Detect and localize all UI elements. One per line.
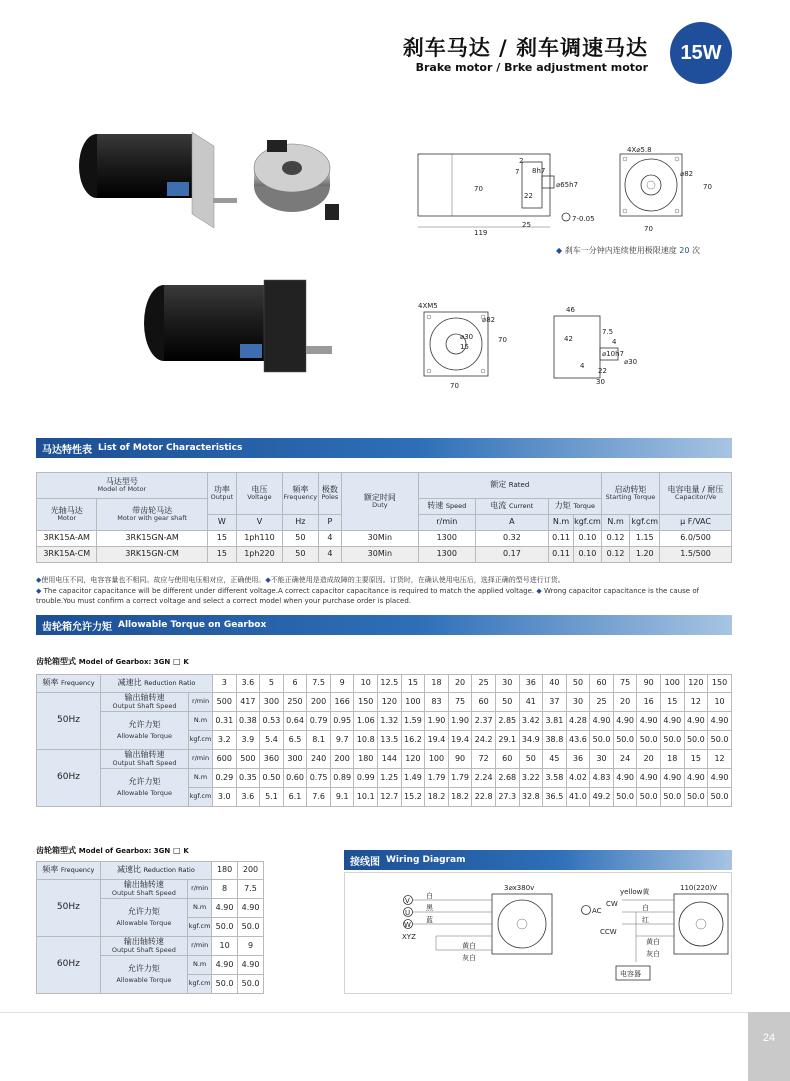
torque-kgf-cell: 50.0: [613, 731, 637, 750]
torque-nm-cell: 0.38: [236, 712, 260, 731]
dimension-drawing-top: [412, 142, 737, 262]
section-header-wiring: 接线图 Wiring Diagram: [344, 850, 732, 870]
speed-cell: 166: [330, 693, 354, 712]
dim-22: 22: [524, 192, 533, 200]
torque-kgf-cell: 6.5: [283, 731, 307, 750]
dim-82-top: ⌀82: [680, 170, 694, 178]
unit-kgf: kgf.cm: [188, 918, 212, 937]
torque-kgf-cell: 5.1: [260, 788, 284, 807]
speed-cell: 10: [212, 937, 238, 956]
u-start-nm: N.m: [601, 515, 630, 531]
speed-cell: 36: [566, 750, 590, 769]
torque-nm-cell: 4.28: [566, 712, 590, 731]
h-poles: 极数 Poles: [318, 473, 341, 515]
torque-nm-cell: 3.42: [519, 712, 543, 731]
torque-kgf-cell: 36.5: [543, 788, 567, 807]
ratio-cell: 200: [238, 862, 264, 880]
ratio-cell: 25: [472, 675, 496, 693]
unit-kgf: kgf.cm: [188, 975, 212, 994]
speed-cell: 417: [236, 693, 260, 712]
speed-cell: 300: [283, 750, 307, 769]
speed-cell: 24: [613, 750, 637, 769]
u-speed: r/min: [418, 515, 475, 531]
torque-nm-cell: 0.64: [283, 712, 307, 731]
dimension-drawing-bottom: [410, 298, 640, 390]
footer-rule: [0, 1012, 748, 1013]
ratio-cell: 50: [566, 675, 590, 693]
ratio-cell: 20: [448, 675, 472, 693]
speed-cell: 60: [495, 750, 519, 769]
label-3phase: 3⌀x380v: [504, 884, 535, 892]
freq-hz50: 50Hz: [37, 880, 101, 937]
speed-cell: 18: [660, 750, 684, 769]
ratio-cell: 10: [354, 675, 378, 693]
unit-rmin: r/min: [188, 937, 212, 956]
torque-kgf-cell: 50.0: [212, 918, 238, 937]
dim-30-front: ⌀30: [460, 333, 474, 341]
speed-cell: 72: [472, 750, 496, 769]
ratio-cell: 3: [213, 675, 237, 693]
torque-nm-cell: 0.89: [330, 769, 354, 788]
torque-kgf-cell: 29.1: [495, 731, 519, 750]
unit-nm: N.m: [189, 769, 213, 788]
u-cap: μ F/VAC: [660, 515, 732, 531]
dim-holes-bottom: 4XM5: [418, 302, 438, 310]
torque-kgf-cell: 10.1: [354, 788, 378, 807]
wire-yellow: yellow黄: [620, 888, 650, 896]
torque-nm-cell: 1.59: [401, 712, 425, 731]
torque-kgf-cell: 41.0: [566, 788, 590, 807]
speed-cell: 12: [708, 750, 732, 769]
torque-kgf-cell: 50.0: [708, 788, 732, 807]
wiring-diagram: [344, 872, 732, 994]
torque-nm-cell: 4.90: [613, 712, 637, 731]
ratio-cell: 18: [425, 675, 449, 693]
speed-cell: 30: [566, 693, 590, 712]
page-number-tab: [748, 1012, 790, 1081]
speed-cell: 16: [637, 693, 661, 712]
wire-black-3ph: 黑: [426, 904, 433, 912]
torque-kgf-cell: 32.8: [519, 788, 543, 807]
torque-nm-cell: 1.90: [448, 712, 472, 731]
wire-blue-3ph: 蓝: [426, 916, 433, 924]
speed-cell: 45: [543, 750, 567, 769]
label-output-speed: 输出轴转速 Output Shaft Speed: [100, 880, 187, 899]
torque-nm-cell: 0.35: [236, 769, 260, 788]
u-start-kgf: kgf.cm: [630, 515, 660, 531]
torque-kgf-cell: 50.0: [684, 731, 708, 750]
dim-2: 2: [519, 157, 524, 165]
torque-kgf-cell: 43.6: [566, 731, 590, 750]
label-output-speed: 输出轴转速 Output Shaft Speed: [101, 750, 189, 769]
product-photos: [72, 118, 392, 393]
h-frequency: 频率 Frequency: [37, 675, 101, 693]
speed-cell: 10: [708, 693, 732, 712]
h-frequency: 频率 Frequency: [282, 473, 318, 515]
speed-cell: 30: [590, 750, 614, 769]
torque-nm-cell: 4.90: [238, 956, 264, 975]
speed-cell: 20: [613, 693, 637, 712]
page-subtitle: Brake motor / Brke adjustment motor: [415, 61, 648, 74]
torque-kgf-cell: 16.2: [401, 731, 425, 750]
freq-hz50: 50Hz: [37, 693, 101, 750]
label-allowable-torque: 允许力矩 Allowable Torque: [101, 769, 189, 807]
speed-cell: 7.5: [238, 880, 264, 899]
torque-nm-cell: 1.32: [378, 712, 402, 731]
torque-nm-cell: 4.90: [637, 712, 661, 731]
speed-cell: 200: [330, 750, 354, 769]
terminal-v: V: [405, 897, 410, 905]
torque-nm-cell: 4.90: [613, 769, 637, 788]
speed-cell: 100: [425, 750, 449, 769]
torque-kgf-cell: 50.0: [660, 788, 684, 807]
torque-kgf-cell: 22.8: [472, 788, 496, 807]
ratio-cell: 30: [495, 675, 519, 693]
speed-cell: 75: [448, 693, 472, 712]
torque-kgf-cell: 50.0: [212, 975, 238, 994]
torque-nm-cell: 4.90: [708, 769, 732, 788]
unit-rmin: r/min: [189, 693, 213, 712]
speed-cell: 90: [448, 750, 472, 769]
ratio-cell: 180: [212, 862, 238, 880]
h-capacitor: 电容电量 / 耐压 Capacitor/Ve: [660, 473, 732, 515]
speed-cell: 60: [472, 693, 496, 712]
table-row: 3RK15A-CM 3RK15GN-CM 15 1ph220 50 4 30Min 1300 0.17 0.11 0.10 0.12 1.20 1.5/500: [37, 547, 732, 563]
wire-graywhite-1ph: 灰白: [646, 950, 660, 958]
torque-nm-cell: 1.90: [425, 712, 449, 731]
torque-kgf-cell: 50.0: [637, 788, 661, 807]
switch-cw: CW: [606, 900, 618, 908]
torque-nm-cell: 1.79: [448, 769, 472, 788]
dim-70-side: 70: [474, 185, 483, 193]
torque-kgf-cell: 3.0: [213, 788, 237, 807]
torque-nm-cell: 3.81: [543, 712, 567, 731]
speed-cell: 9: [238, 937, 264, 956]
unit-kgf: kgf.cm: [189, 788, 213, 807]
ratio-cell: 150: [708, 675, 732, 693]
speed-cell: 144: [378, 750, 402, 769]
dim-7-5: 7.5: [602, 328, 614, 336]
h-motor: 光轴马达 Motor: [37, 499, 97, 531]
torque-nm-cell: 4.90: [660, 712, 684, 731]
h-speed: 转速 Speed: [418, 499, 475, 515]
label-allowable-torque: 允许力矩 Allowable Torque: [101, 712, 189, 750]
dim-30a: ⌀30: [624, 358, 638, 366]
label-allowable-torque: 允许力矩 Allowable Torque: [100, 956, 187, 994]
torque-nm-cell: 4.90: [660, 769, 684, 788]
dim-70-top-right: 70: [703, 183, 712, 191]
torque-nm-cell: 2.24: [472, 769, 496, 788]
torque-nm-cell: 1.49: [401, 769, 425, 788]
h-reduction-ratio: 减速比 Reduction Ratio: [101, 675, 213, 693]
torque-nm-cell: 1.25: [378, 769, 402, 788]
torque-nm-cell: 0.29: [213, 769, 237, 788]
terminal-u: U: [405, 909, 411, 917]
ratio-cell: 6: [283, 675, 307, 693]
h-reduction-ratio: 减速比 Reduction Ratio: [100, 862, 211, 880]
torque-kgf-cell: 49.2: [590, 788, 614, 807]
h-rated: 额定 Rated: [418, 473, 601, 499]
torque-nm-cell: 0.31: [213, 712, 237, 731]
h-voltage: 电压 Voltage: [236, 473, 282, 515]
torque-nm-cell: 1.06: [354, 712, 378, 731]
speed-cell: 50: [519, 750, 543, 769]
h-current: 电流 Current: [475, 499, 548, 515]
torque-kgf-cell: 5.4: [260, 731, 284, 750]
speed-cell: 500: [213, 693, 237, 712]
torque-nm-cell: 0.95: [330, 712, 354, 731]
switch-ccw: CCW: [600, 928, 617, 936]
dim-46: 46: [566, 306, 575, 314]
speed-cell: 250: [283, 693, 307, 712]
h-model: 马达型号 Model of Motor: [37, 473, 208, 499]
ratio-cell: 36: [519, 675, 543, 693]
speed-cell: 500: [236, 750, 260, 769]
torque-kgf-cell: 50.0: [708, 731, 732, 750]
brake-motor-image: [79, 132, 237, 228]
speed-cell: 300: [260, 693, 284, 712]
torque-kgf-cell: 50.0: [684, 788, 708, 807]
torque-kgf-cell: 9.1: [330, 788, 354, 807]
ratio-cell: 7.5: [307, 675, 331, 693]
torque-nm-cell: 1.79: [425, 769, 449, 788]
h-duty: 额定时间 Duty: [341, 473, 418, 531]
speed-cell: 180: [354, 750, 378, 769]
dim-25: 25: [522, 221, 531, 229]
torque-nm-cell: 4.90: [684, 769, 708, 788]
freq-hz60: 60Hz: [37, 937, 101, 994]
torque-nm-cell: 4.90: [708, 712, 732, 731]
torque-kgf-cell: 27.3: [495, 788, 519, 807]
terminal-xyz: XYZ: [402, 933, 416, 941]
u-kgf: kgf.cm: [574, 515, 602, 531]
wire-red-1ph: 红: [642, 916, 649, 924]
dim-4b: 4: [580, 362, 585, 370]
speed-cell: 37: [543, 693, 567, 712]
power-badge: 15W: [670, 22, 732, 84]
unit-nm: N.m: [188, 956, 212, 975]
torque-nm-cell: 4.90: [590, 712, 614, 731]
ratio-cell: 100: [660, 675, 684, 693]
ratio-cell: 90: [637, 675, 661, 693]
brake-unit-image: [254, 140, 339, 220]
wire-white-3ph: 白: [426, 892, 433, 900]
torque-nm-cell: 0.75: [307, 769, 331, 788]
torque-nm-cell: 4.90: [238, 899, 264, 918]
torque-kgf-cell: 50.0: [590, 731, 614, 750]
torque-kgf-cell: 13.5: [378, 731, 402, 750]
h-gear-motor: 带齿轮马达 Motor with gear shaft: [97, 499, 207, 531]
torque-kgf-cell: 38.8: [543, 731, 567, 750]
torque-kgf-cell: 19.4: [425, 731, 449, 750]
torque-nm-cell: 2.85: [495, 712, 519, 731]
ratio-cell: 3.6: [236, 675, 260, 693]
u-voltage: V: [236, 515, 282, 531]
u-poles: P: [318, 515, 341, 531]
dim-82-bottom: ⌀82: [482, 316, 496, 324]
torque-kgf-cell: 3.6: [236, 788, 260, 807]
torque-nm-cell: 4.90: [212, 956, 238, 975]
ratio-cell: 5: [260, 675, 284, 693]
torque-kgf-cell: 6.1: [283, 788, 307, 807]
unit-nm: N.m: [188, 899, 212, 918]
wire-yellowwhite-3ph: 黄白: [462, 942, 476, 950]
h-frequency: 频率 Frequency: [37, 862, 101, 880]
table-row: 3RK15A-AM 3RK15GN-AM 15 1ph110 50 4 30Min 1300 0.32 0.11 0.10 0.12 1.15 6.0/500: [37, 531, 732, 547]
speed-cell: 120: [401, 750, 425, 769]
torque-nm-cell: 3.58: [543, 769, 567, 788]
speed-cell: 50: [495, 693, 519, 712]
torque-kgf-cell: 12.7: [378, 788, 402, 807]
brake-note: ◆ 刹车一分钟内连续使用极限速度 20 次: [556, 246, 700, 255]
torque-nm-cell: 4.90: [212, 899, 238, 918]
dim-7-005: 7-0.05: [572, 215, 595, 223]
speed-cell: 240: [307, 750, 331, 769]
wire-yellowwhite-1ph: 黄白: [646, 938, 660, 946]
capacitor-note: ◆使用电压不同，电容容量也不相同。故应与使用电压相对应，正确使用。◆不能正确使用是造成故障的主要原因。订货时，在确认使用电压后，选择正确的型号进行订货。 ◆ The capacitor capacitance will be different under different voltage.A correct capacitor capacitance is required to match the applied voltage. ◆ Wrong capacitor capacitance is the cause of trouble.You must confirm a correct voltage and select a correct model when your purchase order is placed.: [36, 576, 700, 605]
torque-kgf-cell: 3.2: [213, 731, 237, 750]
dim-30b: 30: [596, 378, 605, 386]
section-header-motor: 马达特性表 List of Motor Characteristics: [36, 438, 732, 458]
label-output-speed: 输出轴转速 Output Shaft Speed: [100, 937, 187, 956]
ratio-cell: 9: [330, 675, 354, 693]
dim-119: 119: [474, 229, 488, 237]
gear-motor-image: [144, 280, 332, 372]
u-freq: Hz: [282, 515, 318, 531]
dim-70-bottom-bottom: 70: [450, 382, 459, 390]
dim-8h7: 8h7: [532, 167, 546, 175]
speed-cell: 20: [637, 750, 661, 769]
gearbox-torque-table-2: [36, 861, 264, 994]
torque-kgf-cell: 50.0: [637, 731, 661, 750]
torque-nm-cell: 0.60: [283, 769, 307, 788]
speed-cell: 15: [684, 750, 708, 769]
h-torque: 力矩 Torque: [549, 499, 602, 515]
torque-kgf-cell: 15.2: [401, 788, 425, 807]
torque-kgf-cell: 10.8: [354, 731, 378, 750]
torque-kgf-cell: 19.4: [448, 731, 472, 750]
torque-nm-cell: 4.90: [684, 712, 708, 731]
gearbox-model-title-1: 齿轮箱型式 Model of Gearbox: 3GN □ K: [36, 657, 189, 666]
terminal-w: W: [404, 921, 411, 929]
speed-cell: 83: [425, 693, 449, 712]
page-title: 刹车马达 / 刹车调速马达: [402, 36, 648, 60]
torque-kgf-cell: 7.6: [307, 788, 331, 807]
speed-cell: 150: [354, 693, 378, 712]
dim-42: 42: [564, 335, 573, 343]
speed-cell: 25: [590, 693, 614, 712]
capacitor-box: 电容器: [620, 970, 641, 978]
speed-cell: 600: [213, 750, 237, 769]
label-1phase: 110(220)V: [680, 884, 717, 892]
ratio-cell: 15: [401, 675, 425, 693]
wire-graywhite-3ph: 灰白: [462, 954, 476, 962]
ratio-cell: 75: [613, 675, 637, 693]
torque-nm-cell: 0.53: [260, 712, 284, 731]
torque-kgf-cell: 8.1: [307, 731, 331, 750]
h-output: 功率 Output: [207, 473, 236, 515]
speed-cell: 120: [378, 693, 402, 712]
torque-nm-cell: 4.02: [566, 769, 590, 788]
dim-65h7: ⌀65h7: [556, 181, 579, 189]
label-output-speed: 输出轴转速 Output Shaft Speed: [101, 693, 189, 712]
dim-10h7: ⌀10h7: [602, 350, 625, 358]
h-starting-torque: 启动转矩 Starting Torque: [601, 473, 659, 515]
torque-nm-cell: 2.37: [472, 712, 496, 731]
torque-kgf-cell: 9.7: [330, 731, 354, 750]
torque-kgf-cell: 3.9: [236, 731, 260, 750]
torque-nm-cell: 4.90: [637, 769, 661, 788]
dim-15: 15: [460, 343, 469, 351]
gearbox-torque-table-1: [36, 674, 732, 807]
label-allowable-torque: 允许力矩 Allowable Torque: [100, 899, 187, 937]
u-nm: N.m: [549, 515, 574, 531]
torque-kgf-cell: 50.0: [238, 918, 264, 937]
u-output: W: [207, 515, 236, 531]
torque-kgf-cell: 50.0: [660, 731, 684, 750]
speed-cell: 360: [260, 750, 284, 769]
torque-kgf-cell: 50.0: [238, 975, 264, 994]
dim-7: 7: [515, 168, 520, 176]
speed-cell: 200: [307, 693, 331, 712]
dim-70-bottom-right: 70: [498, 336, 507, 344]
unit-kgf: kgf.cm: [189, 731, 213, 750]
speed-cell: 8: [212, 880, 238, 899]
section-header-gearbox: 齿轮箱允许力矩 Allowable Torque on Gearbox: [36, 615, 732, 635]
ratio-cell: 40: [543, 675, 567, 693]
speed-cell: 15: [660, 693, 684, 712]
freq-hz60: 60Hz: [37, 750, 101, 807]
ratio-cell: 12.5: [378, 675, 402, 693]
page-number: 24: [762, 1032, 776, 1044]
dim-70-top-bottom: 70: [644, 225, 653, 233]
u-current: A: [475, 515, 548, 531]
torque-nm-cell: 0.99: [354, 769, 378, 788]
speed-cell: 100: [401, 693, 425, 712]
ratio-cell: 60: [590, 675, 614, 693]
wire-white-1ph: 白: [642, 904, 649, 912]
torque-kgf-cell: 34.9: [519, 731, 543, 750]
unit-rmin: r/min: [189, 750, 213, 769]
torque-nm-cell: 4.83: [590, 769, 614, 788]
gearbox-model-title-2: 齿轮箱型式 Model of Gearbox: 3GN □ K: [36, 846, 189, 855]
torque-kgf-cell: 50.0: [613, 788, 637, 807]
torque-nm-cell: 3.22: [519, 769, 543, 788]
dim-22b: 22: [598, 367, 607, 375]
ratio-cell: 120: [684, 675, 708, 693]
dim-holes-top: 4X⌀5.8: [627, 146, 652, 154]
motor-characteristics-table: [36, 472, 732, 563]
terminal-ac: AC: [592, 907, 602, 915]
torque-kgf-cell: 18.2: [425, 788, 449, 807]
torque-nm-cell: 2.68: [495, 769, 519, 788]
torque-nm-cell: 0.79: [307, 712, 331, 731]
torque-kgf-cell: 18.2: [448, 788, 472, 807]
unit-rmin: r/min: [188, 880, 212, 899]
torque-kgf-cell: 24.2: [472, 731, 496, 750]
unit-nm: N.m: [189, 712, 213, 731]
speed-cell: 12: [684, 693, 708, 712]
speed-cell: 41: [519, 693, 543, 712]
dim-4a: 4: [612, 338, 617, 346]
torque-nm-cell: 0.50: [260, 769, 284, 788]
